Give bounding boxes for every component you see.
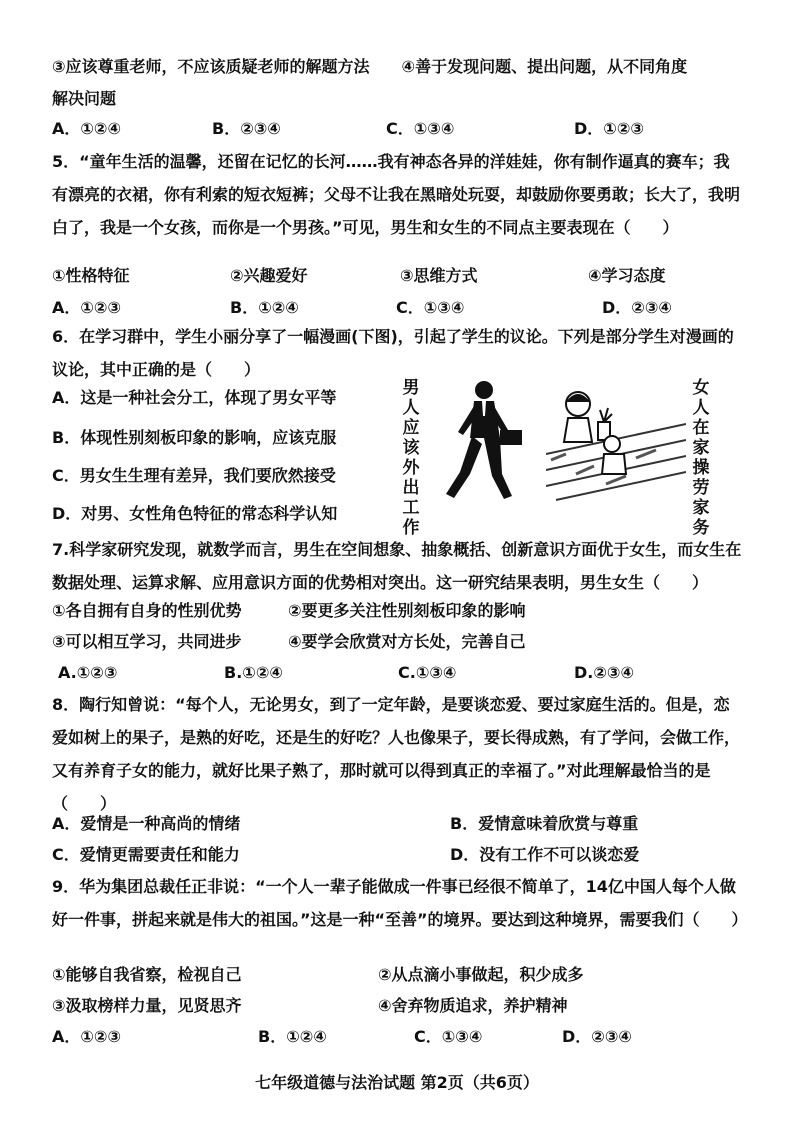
page-footer: 七年级道德与法治试题 第2页（共6页） [255, 1073, 539, 1092]
prev-question-item-line: ③应该尊重老师，不应该质疑老师的解题方法 ④善于发现问题、提出问题，从不同角度 [52, 57, 688, 76]
item-3: ③思维方式 [400, 266, 478, 285]
option-b[interactable]: B.①②④ [224, 663, 283, 682]
question-9-stem: 9．华为集团总裁任正非说：“一个人一辈子能做成一件事已经很不简单了，14亿中国人每个人做好一件事，拼起来就是伟大的祖国。”这是一种“至善”的境界。要达到这种境界，需要我们（ ） [52, 877, 748, 929]
question-5-stem: 5．“童年生活的温馨，还留在记忆的长河……我有神态各异的洋娃娃，你有制作逼真的赛车；我有漂亮的衣裙，你有利索的短衣短裤；父母不让我在黑暗处玩耍，却鼓励你要勇敢；长大了，我明白了，我是一个女孩，而你是一个男孩。”可见，男生和女生的不同点主要表现在（ ） [52, 152, 741, 237]
question-8-options-row-1 [52, 813, 744, 835]
option-b[interactable]: B．爱情意味着欣赏与尊重 [450, 814, 639, 833]
option-c[interactable]: C．①③④ [414, 1027, 483, 1046]
item-4: ④学习态度 [588, 266, 666, 285]
question-9-items-row-2 [52, 995, 744, 1017]
option-c[interactable]: C．①③④ [396, 298, 465, 317]
item-2: ②兴趣爱好 [230, 266, 308, 285]
item-1: ①能够自我省察，检视自己 [52, 965, 242, 984]
question-7-items-row-2 [52, 631, 744, 653]
cartoon-left-caption: 男人应该外出工作 [402, 378, 420, 538]
question-7-items-row-1 [52, 600, 744, 622]
question-9-options [52, 1026, 744, 1048]
prev-question-options [52, 118, 744, 140]
option-c[interactable]: C.①③④ [398, 663, 457, 682]
question-7-options [52, 662, 744, 684]
option-a[interactable]: A．爱情是一种高尚的情绪 [52, 814, 241, 833]
question-8-options-row-2 [52, 844, 744, 866]
option-c[interactable]: C．爱情更需要责任和能力 [52, 845, 240, 864]
item-3: ③汲取榜样力量，见贤思齐 [52, 996, 242, 1015]
question-5-items [52, 265, 744, 287]
option-d[interactable]: D．①②③ [574, 119, 644, 138]
question-7-stem: 7.科学家研究发现，就数学而言，男生在空间想象、抽象概括、创新意识方面优于女生，而女生在数据处理、运算求解、应用意识方面的优势相对突出。这一研究结果表明，男生女生（ ） [52, 540, 742, 592]
item-3: ③可以相互学习，共同进步 [52, 632, 242, 651]
option-a[interactable]: A．①②④ [52, 119, 122, 138]
businessman-illustration [430, 376, 540, 506]
option-b[interactable]: B．①②④ [230, 298, 299, 317]
item-4: ④要学会欣赏对方长处，完善自己 [288, 632, 526, 651]
item-1: ①各自拥有自身的性别优势 [52, 601, 242, 620]
prev-question-item-line-cont: 解决问题 [52, 89, 117, 108]
option-b[interactable]: B．①②④ [258, 1027, 327, 1046]
option-c[interactable]: C．男女生生理有差异，我们要欣然接受 [52, 466, 336, 485]
option-a[interactable]: A．①②③ [52, 1027, 122, 1046]
question-9-items-row-1 [52, 964, 744, 986]
cartoon-figure [398, 376, 728, 538]
cartoon-right-caption: 女人在家操劳家务 [692, 378, 710, 538]
item-2: ②从点滴小事做起，积少成多 [378, 965, 584, 984]
item-2: ②要更多关注性别刻板印象的影响 [288, 601, 526, 620]
question-6-stem: 6．在学习群中，学生小丽分享了一幅漫画(下图)，引起了学生的议论。下列是部分学生对漫画的议论，其中正确的是（ ） [52, 327, 734, 379]
option-a[interactable]: A.①②③ [58, 663, 118, 682]
option-a[interactable]: A．①②③ [52, 298, 122, 317]
housework-illustration [546, 384, 686, 504]
option-d[interactable]: D．对男、女性角色特征的常态科学认知 [52, 504, 338, 523]
question-5-options [52, 297, 744, 319]
option-d[interactable]: D．没有工作不可以谈恋爱 [450, 845, 640, 864]
question-8-stem: 8．陶行知曾说：“每个人，无论男女，到了一定年龄，是要谈恋爱、要过家庭生活的。但是，恋爱如树上的果子，是熟的好吃，还是生的好吃？人也像果子，要长得成熟，有了学问，会做工作，又有养育子女的能力，就好比果子熟了，那时就可以得到真正的幸福了。”对此理解最恰当的是（ ） [52, 695, 741, 813]
option-a[interactable]: A．这是一种社会分工，体现了男女平等 [52, 388, 337, 407]
option-b[interactable]: B．体现性别刻板印象的影响，应该克服 [52, 428, 337, 447]
item-1: ①性格特征 [52, 266, 130, 285]
option-b[interactable]: B．②③④ [212, 119, 281, 138]
option-d[interactable]: D．②③④ [602, 298, 672, 317]
option-c[interactable]: C．①③④ [386, 119, 455, 138]
option-d[interactable]: D．②③④ [562, 1027, 632, 1046]
option-d[interactable]: D.②③④ [574, 663, 634, 682]
item-4: ④舍弃物质追求，养护精神 [378, 996, 568, 1015]
